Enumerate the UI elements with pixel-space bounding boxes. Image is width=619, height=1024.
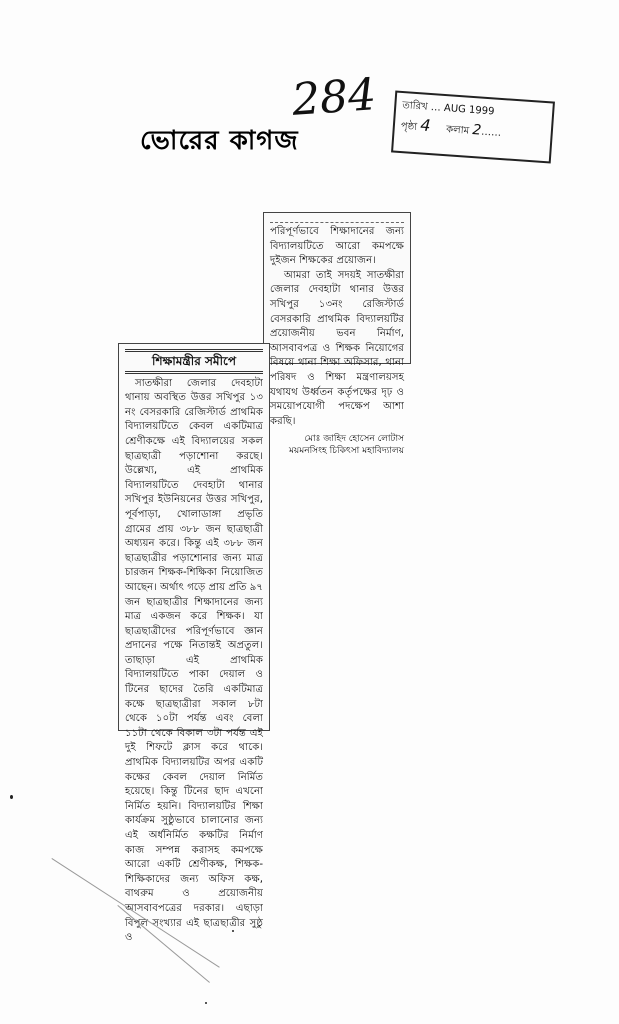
- scan-speck: [232, 930, 234, 932]
- letter-body: সাতক্ষীরা জেলার দেবহাটা থানায় অবস্থিত উত্তর সখিপুর ১৩ নং বেসরকারি রেজিস্টার্ড প্রাথমিক বিদ্যালয়টিতে কেবল একটিমাত্র শ্রেণীকক্ষে এই বিদ্যালয়ের সকল ছাত্রছাত্রী পড়াশোনা করছে। উল্লেখ্য, এই প্রাথমিক বিদ্যালয়টিতে দেবহাটা থানার সখিপুর ইউনিয়নের উত্তর সখিপুর, পূর্বপাড়া, খোলাডাঙ্গা প্রভৃতি গ্রামের প্রায় ৩৮৮ জন ছাত্রছাত্রী অধ্যয়ন করে। কিন্তু এই ৩৮৮ জন ছাত্রছাত্রীর পড়াশোনার জন্য মাত্র চারজন শিক্ষক-শিক্ষিকা নিয়োজিত আছেন। অর্থাৎ গড়ে প্রায় প্রতি ৯৭ জন ছাত্রছাত্রীর শিক্ষাদানের জন্য মাত্র একজন করে শিক্ষক। যা ছাত্রছাত্রীদের পরিপূর্ণভাবে জ্ঞান প্রদানের পক্ষে নিতান্তই অপ্রতুল। তাছাড়া এই প্রাথমিক বিদ্যালয়টিতে পাকা দেয়াল ও টিনের ছাদের তৈরি একটিমাত্র কক্ষে ছাত্রছাত্রীরা সকাল ৮টা থেকে ১০টা পর্যন্ত এবং বেলা ১১টা থেকে বিকাল ৩টা পর্যন্ত এই দুই শিফটে ক্লাস করে থাকে। প্রাথমিক বিদ্যালয়টির অপর একটি কক্ষের কেবল দেয়াল নির্মিত হয়েছে। কিন্তু টিনের ছাদ এখনো নির্মিত হয়নি। বিদ্যালয়টির শিক্ষা কার্যক্রম সুষ্ঠুভাবে চালানোর জন্য এই অর্ধনির্মিত কক্ষটির নির্মাণ কাজ সম্পন্ন করাসহ কমপক্ষে আরো একটি শ্রেণীকক্ষ, শিক্ষক-শিক্ষিকাদের জন্য অফিস কক্ষ, বাথরুম ও প্রয়োজনীয় আসবাবপত্রের দরকার। এছাড়া বিপুল সংখ্যার এই ছাত্রছাত্রীর সুষ্ঠু ও: [125, 377, 263, 944]
- scan-speck: [10, 795, 13, 799]
- signature-place: ময়মনসিংহ চিকিৎসা মহাবিদ্যালয়: [288, 446, 404, 457]
- stamp-page-row: পৃষ্ঠা 4 কলাম 2……: [400, 115, 502, 139]
- stamp-date-label: তারিখ: [401, 100, 428, 113]
- stamp-page-label: পৃষ্ঠা: [400, 120, 418, 134]
- letter-main-clipping: [118, 343, 270, 944]
- signature-block: [270, 433, 404, 457]
- stamp-column-value: 2: [471, 121, 482, 139]
- archive-stamp: [391, 90, 555, 163]
- stamp-date-value: AUG 1999: [443, 102, 495, 118]
- newspaper-masthead: ভোরের কাগজ: [140, 126, 299, 156]
- letter-continuation-paragraph: আমরা তাই সদয়ই সাতক্ষীরা জেলার দেবহাটা থানার উত্তর সখিপুর ১৩নং রেজিস্টার্ড বেসরকারি প্রাথমিক বিদ্যালয়টির প্রয়োজনীয় ভবন নির্মাণ, আসবাবপত্র ও শিক্ষক নিয়োগের বিষয়ে থানা শিক্ষা অফিসার, থানা পরিষদ ও শিক্ষা মন্ত্রণালয়সহ যথাযথ উর্ধ্বতন কর্তৃপক্ষের দৃঢ় ও সময়োপযোগী পদক্ষেপ আশা করছি।: [270, 269, 404, 427]
- signature-name: মোঃ জাহিদ হোসেন লোটাস: [304, 434, 404, 445]
- handwritten-number: 284: [290, 69, 378, 126]
- letter-continuation-clipping: [263, 212, 411, 457]
- torn-header-strip: [270, 216, 404, 223]
- scan-speck: [205, 1002, 207, 1004]
- letter-continuation-paragraph: পরিপূর্ণভাবে শিক্ষাদানের জন্য বিদ্যালয়টিতে আরো কমপক্ষে দুইজন শিক্ষকের প্রয়োজন।: [270, 226, 404, 267]
- stamp-date-row: তারিখ … AUG 1999: [401, 100, 495, 118]
- stamp-column-label: কলাম: [445, 124, 470, 137]
- stamp-page-value: 4: [419, 115, 432, 136]
- letter-title: শিক্ষামন্ত্রীর সমীপে: [125, 349, 263, 374]
